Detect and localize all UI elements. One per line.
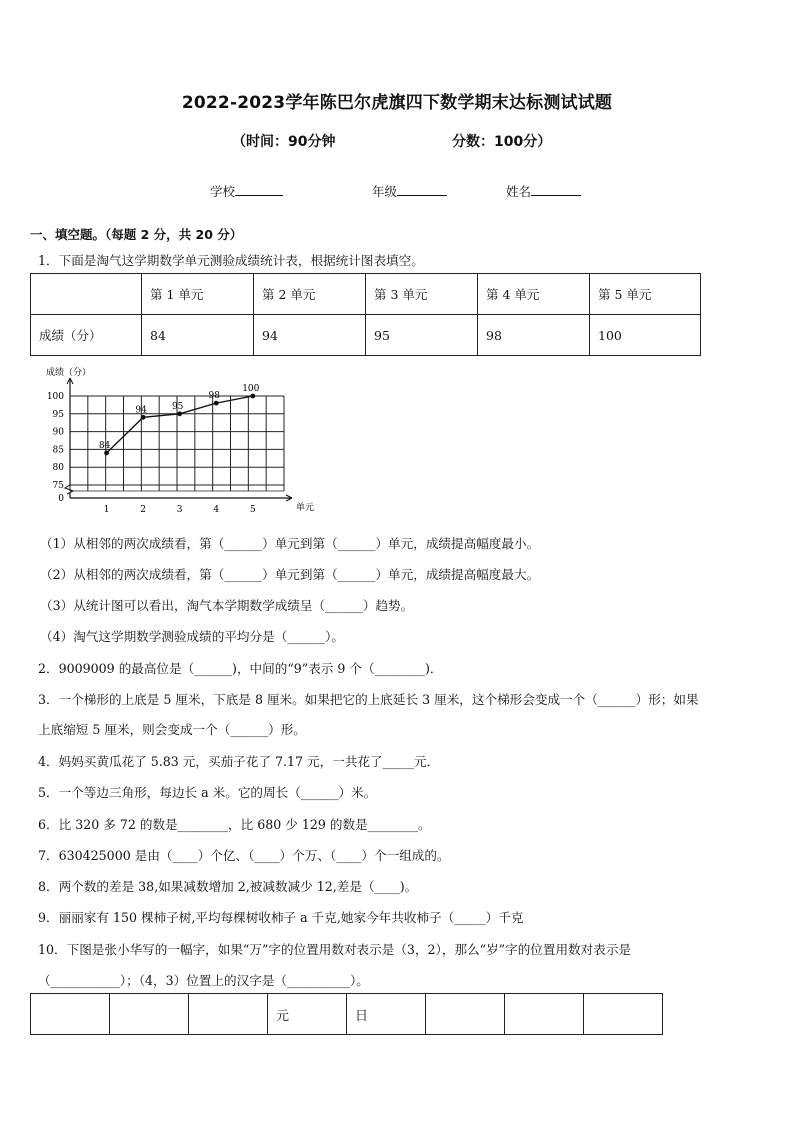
grid-cell: 元 bbox=[268, 994, 347, 1035]
data-point bbox=[214, 401, 219, 406]
question-1-part-3: （3）从统计图可以看出，淘气本学期数学成绩呈（______）趋势。 bbox=[40, 598, 414, 613]
x-tick-label: 3 bbox=[176, 505, 183, 515]
grid-cell bbox=[110, 994, 189, 1035]
y-tick-label: 0 bbox=[58, 494, 64, 504]
question-5: 5．一个等边三角形，每边长 a 米。它的周长（______）米。 bbox=[38, 785, 377, 800]
grid-cell bbox=[426, 994, 505, 1035]
grid-cell: 日 bbox=[347, 994, 426, 1035]
school-field bbox=[210, 182, 283, 200]
school-blank bbox=[235, 182, 283, 196]
y-tick-label: 100 bbox=[46, 392, 64, 402]
question-1-part-1: （1）从相邻的两次成绩看，第（______）单元到第（______）单元，成绩提高幅度最小。 bbox=[40, 536, 540, 551]
table-header-row bbox=[31, 274, 701, 315]
data-point bbox=[141, 415, 146, 420]
table-row bbox=[31, 315, 701, 356]
section-heading: 一、填空题。（每题 2 分，共 20 分） bbox=[30, 227, 243, 242]
question-3-line-2: 上底缩短 5 厘米，则会变成一个（______）形。 bbox=[38, 722, 306, 737]
chart-y-axis-label: 成绩（分） bbox=[46, 368, 92, 378]
chart-series bbox=[99, 384, 260, 455]
x-tick-label: 2 bbox=[140, 505, 146, 515]
data-label: 94 bbox=[135, 405, 147, 416]
name-blank bbox=[531, 182, 581, 196]
question-10-line-1: 10．下图是张小华写的一幅字，如果“万”字的位置用数对表示是（3，2），那么“岁”字的位置用数对表示是 bbox=[38, 942, 632, 957]
x-tick-label: 5 bbox=[249, 505, 256, 515]
y-tick-label: 80 bbox=[52, 463, 64, 474]
data-label: 100 bbox=[242, 384, 260, 394]
data-point bbox=[177, 411, 182, 416]
y-tick-label: 90 bbox=[52, 427, 64, 438]
score-line-chart bbox=[30, 360, 340, 520]
grid-cell bbox=[189, 994, 268, 1035]
data-label: 98 bbox=[208, 391, 220, 402]
table-cell: 成绩（分） bbox=[31, 315, 142, 356]
question-9: 9．丽丽家有 150 棵柿子树,平均每棵树收柿子 a 千克,她家今年共收柿子（_____）千克 bbox=[38, 910, 524, 925]
y-tick-label: 95 bbox=[52, 409, 64, 420]
data-label: 95 bbox=[171, 401, 184, 412]
table-cell: 94 bbox=[254, 315, 366, 356]
table-row bbox=[31, 994, 663, 1035]
question-1-part-4: （4）淘气这学期数学测验成绩的平均分是（______）。 bbox=[40, 629, 344, 644]
question-10-line-2: （___________）；（4，3）位置上的汉字是（__________）。 bbox=[38, 973, 369, 988]
table-cell: 第 5 单元 bbox=[590, 274, 701, 315]
x-tick-label: 4 bbox=[213, 505, 220, 515]
chart-x-axis-label: 单元 bbox=[296, 503, 315, 513]
question-4: 4．妈妈买黄瓜花了 5.83 元，买茄子花了 7.17 元，一共花了_____元． bbox=[38, 754, 440, 769]
data-point bbox=[250, 394, 255, 399]
table-cell bbox=[31, 274, 142, 315]
grade-label: 年级 bbox=[372, 184, 398, 199]
question-2: 2．9009009 的最高位是（______)，中间的“9”表示 9 个（________)． bbox=[38, 661, 443, 676]
score-table bbox=[30, 273, 701, 356]
grid-cell bbox=[505, 994, 584, 1035]
data-label: 84 bbox=[98, 440, 111, 451]
name-field bbox=[506, 182, 581, 200]
table-cell: 第 4 单元 bbox=[478, 274, 590, 315]
name-label: 姓名 bbox=[506, 184, 532, 199]
question-1-part-2: （2）从相邻的两次成绩看，第（______）单元到第（______）单元，成绩提高幅度最大。 bbox=[40, 567, 540, 582]
time-label: （时间：90分钟 bbox=[232, 134, 336, 150]
chart-tick-labels bbox=[47, 392, 256, 515]
page-title: 2022-2023学年陈巴尔虎旗四下数学期末达标测试试题 bbox=[181, 93, 613, 113]
table-cell: 84 bbox=[142, 315, 254, 356]
data-point bbox=[104, 451, 109, 456]
table-cell: 第 2 单元 bbox=[254, 274, 366, 315]
table-cell: 第 1 单元 bbox=[142, 274, 254, 315]
school-label: 学校 bbox=[210, 184, 236, 199]
question-6: 6．比 320 多 72 的数是________，比 680 少 129 的数是________。 bbox=[38, 817, 431, 832]
question-3-line-1: 3．一个梯形的上底是 5 厘米，下底是 8 厘米。如果把它的上底延长 3 厘米，这个梯形会变成一个（______）形；如果 bbox=[38, 692, 699, 707]
calligraphy-grid bbox=[30, 993, 663, 1035]
question-1: 1．下面是淘气这学期数学单元测验成绩统计表，根据统计图表填空。 bbox=[38, 253, 424, 268]
y-axis-break bbox=[65, 485, 73, 494]
question-7: 7．630425000 是由（____）个亿、（____）个万、（____）个一组成的。 bbox=[38, 848, 450, 863]
y-tick-label: 75 bbox=[52, 481, 64, 491]
table-cell: 95 bbox=[366, 315, 478, 356]
grid-cell bbox=[584, 994, 663, 1035]
y-tick-label: 85 bbox=[52, 445, 64, 456]
table-cell: 100 bbox=[590, 315, 701, 356]
grade-blank bbox=[397, 182, 447, 196]
x-tick-label: 1 bbox=[103, 505, 110, 515]
grade-field bbox=[372, 182, 447, 200]
grid-cell bbox=[31, 994, 110, 1035]
score-label: 分数：100分） bbox=[452, 134, 552, 150]
question-8: 8．两个数的差是 38,如果减数增加 2,被减数减少 12,差是（____)。 bbox=[38, 879, 418, 894]
table-cell: 98 bbox=[478, 315, 590, 356]
table-cell: 第 3 单元 bbox=[366, 274, 478, 315]
